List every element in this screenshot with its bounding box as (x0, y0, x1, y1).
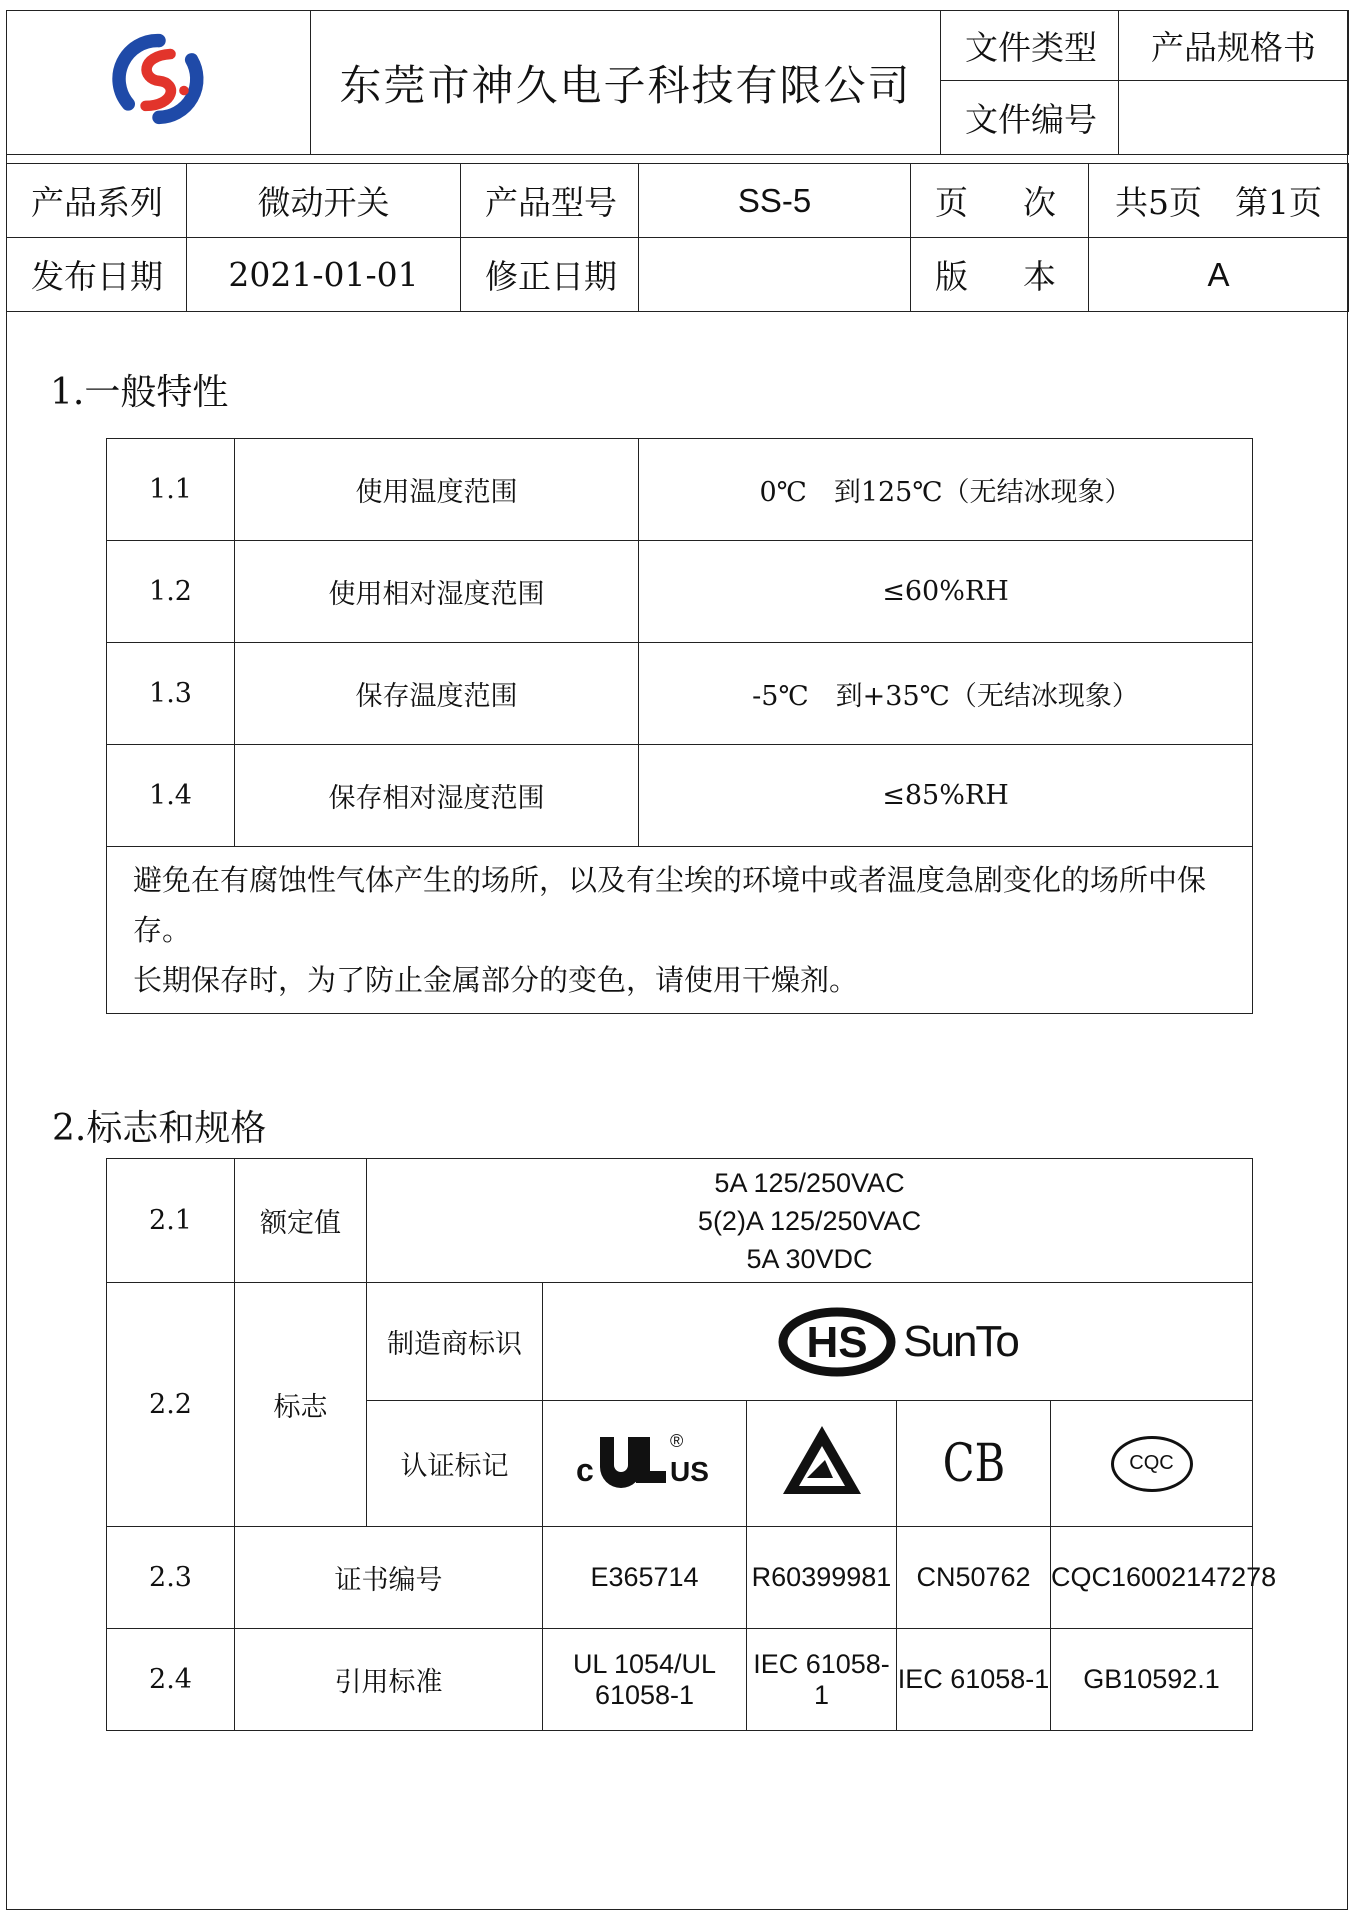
svg-text:US: US (669, 1456, 709, 1487)
row-no: 1.2 (107, 541, 235, 643)
table-row (107, 643, 1253, 745)
row-no: 2.3 (107, 1527, 235, 1629)
cb-mark-cell (897, 1401, 1051, 1527)
cert-mark-label: 认证标记 (367, 1401, 543, 1527)
row-value: ≤60%RH (639, 541, 1253, 643)
row-no: 2.4 (107, 1629, 235, 1731)
row-no: 1.3 (107, 643, 235, 745)
version-value: A (1089, 238, 1349, 312)
cqc-mark-icon: CQC (1111, 1436, 1193, 1492)
row-value: 0℃ 到125℃（无结冰现象） (639, 439, 1253, 541)
standard-value: IEC 61058-1 (747, 1629, 897, 1731)
cert-no-value: CQC16002147278 (1051, 1527, 1253, 1629)
rating-values (367, 1159, 1253, 1283)
row-item: 保存温度范围 (235, 643, 639, 745)
marking-spec-table (106, 1158, 1277, 1731)
series-label: 产品系列 (7, 164, 187, 238)
page-value: 共5页 第1页 (1089, 164, 1349, 238)
table-row (107, 745, 1253, 847)
cert-no-value: R60399981 (747, 1527, 897, 1629)
row-item: 保存相对湿度范围 (235, 745, 639, 847)
row-no: 1.1 (107, 439, 235, 541)
document-header (6, 10, 1349, 155)
storage-note-line: 长期保存时，为了防止金属部分的变色，请使用干燥剂。 (133, 963, 859, 997)
cul-us-mark-icon (570, 1425, 720, 1495)
hs-logo-icon (777, 1307, 897, 1377)
cert-no-label: 证书编号 (235, 1527, 543, 1629)
rating-line: 5(2)A 125/250VAC (697, 1205, 922, 1236)
doc-type-value: 产品规格书 (1119, 11, 1349, 81)
cert-no-value: E365714 (543, 1527, 747, 1629)
doc-no-label: 文件编号 (941, 81, 1119, 155)
release-date-label: 发布日期 (7, 238, 187, 312)
maker-label: 制造商标识 (367, 1283, 543, 1401)
revise-date-label: 修正日期 (461, 238, 639, 312)
row-value: ≤85%RH (639, 745, 1253, 847)
row-no: 2.1 (107, 1159, 235, 1283)
ccc-mark-cell (747, 1401, 897, 1527)
company-name: 东莞市神久电子科技有限公司 (311, 11, 941, 155)
cb-mark-icon: CB (942, 1433, 1005, 1494)
table-row (107, 541, 1253, 643)
svg-text:HS: HS (806, 1317, 868, 1367)
series-value: 微动开关 (187, 164, 461, 238)
section2-title: 2.标志和规格 (52, 1108, 267, 1149)
svg-text:c: c (575, 1452, 594, 1488)
marking-label: 标志 (235, 1283, 367, 1527)
rating-label: 额定值 (235, 1159, 367, 1283)
row-no: 1.4 (107, 745, 235, 847)
maker-logo-cell (543, 1283, 1253, 1401)
row-no: 2.2 (107, 1283, 235, 1527)
page-label: 页 次 (911, 164, 1089, 238)
standards-label: 引用标准 (235, 1629, 543, 1731)
section1-title: 1.一般特性 (50, 372, 229, 413)
cul-us-mark-cell (543, 1401, 747, 1527)
row-item: 使用相对湿度范围 (235, 541, 639, 643)
cert-no-value: CN50762 (897, 1527, 1051, 1629)
document-meta (6, 163, 1349, 312)
table-row (107, 439, 1253, 541)
cqc-mark-cell (1051, 1401, 1253, 1527)
revise-date-value (639, 238, 911, 312)
doc-no-value (1119, 81, 1349, 155)
model-label: 产品型号 (461, 164, 639, 238)
ccc-triangle-mark-icon (777, 1420, 867, 1500)
version-label: 版 本 (911, 238, 1089, 312)
row-item: 使用温度范围 (235, 439, 639, 541)
storage-note (107, 847, 1253, 1014)
general-characteristics-table (106, 438, 1253, 1014)
sunto-logo-text: SunTo (903, 1316, 1018, 1366)
rating-line: 5A 30VDC (746, 1243, 873, 1274)
company-logo-icon (111, 31, 207, 127)
model-value: SS-5 (639, 164, 911, 238)
company-logo-cell (7, 11, 311, 155)
row-value: -5℃ 到+35℃（无结冰现象） (639, 643, 1253, 745)
release-date-value: 2021-01-01 (187, 238, 461, 312)
standard-value: IEC 61058-1 (897, 1629, 1051, 1731)
standard-value: GB10592.1 (1051, 1629, 1253, 1731)
storage-note-line: 避免在有腐蚀性气体产生的场所，以及有尘埃的环境中或者温度急剧变化的场所中保存。 (133, 863, 1207, 947)
rating-line: 5A 125/250VAC (714, 1167, 905, 1198)
doc-type-label: 文件类型 (941, 11, 1119, 81)
svg-text:®: ® (669, 1431, 683, 1451)
standard-value: UL 1054/UL 61058-1 (543, 1629, 747, 1731)
